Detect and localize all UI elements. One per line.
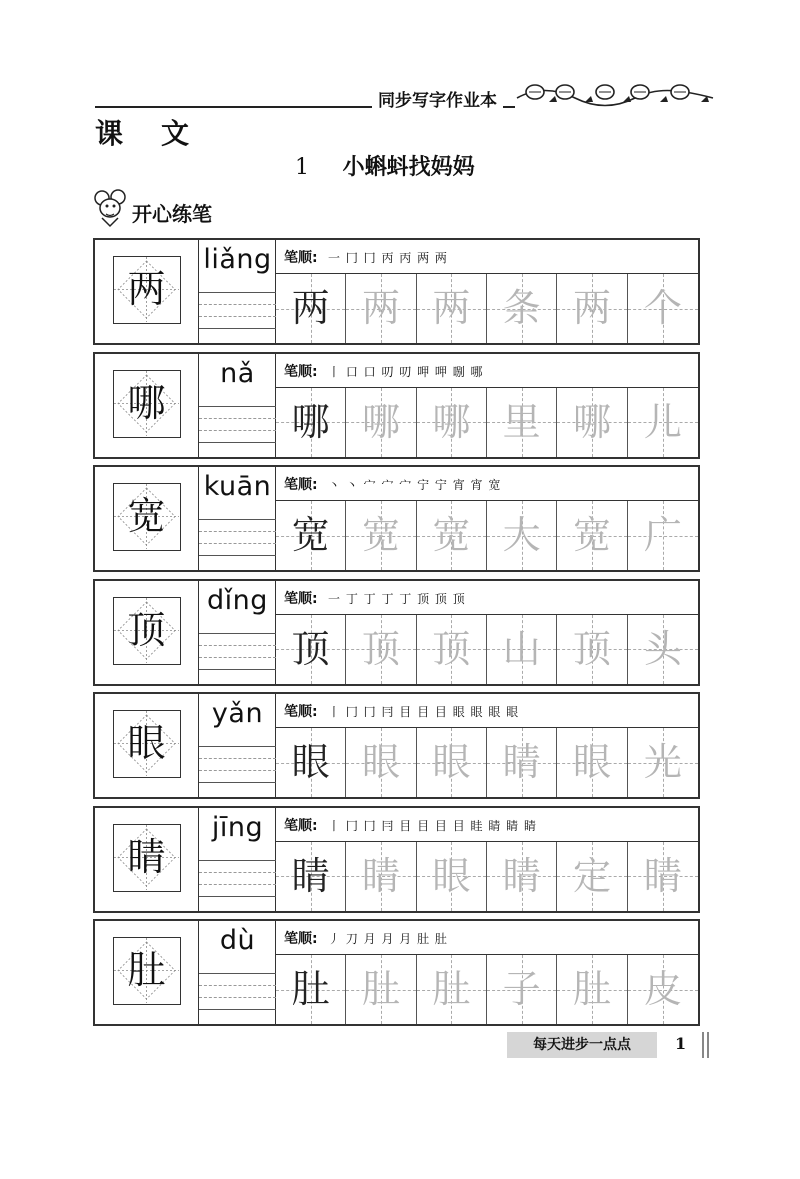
pinyin-column — [199, 808, 276, 911]
practice-row — [93, 352, 700, 459]
practice-cell[interactable] — [276, 728, 346, 797]
practice-cell[interactable] — [487, 388, 557, 457]
model-char: 眼 — [127, 721, 166, 765]
practice-cells — [276, 274, 698, 343]
trace-char: 定 — [572, 853, 611, 898]
practice-cell[interactable] — [487, 955, 557, 1024]
trace-char: 肚 — [432, 967, 471, 1011]
model-char-cell — [95, 694, 199, 797]
pinyin-writing-lines[interactable] — [199, 961, 276, 1024]
practice-cell[interactable] — [276, 615, 346, 684]
pinyin-column — [199, 240, 276, 343]
stroke-order-bar — [276, 694, 698, 728]
lesson-title: 小蝌蚪找妈妈 — [342, 154, 475, 180]
trace-char: 顶 — [432, 626, 471, 671]
pinyin-text: kuān — [203, 471, 272, 502]
stroke-order-label: 笔顺: — [284, 931, 318, 947]
stroke-order-label: 笔顺: — [284, 363, 318, 380]
practice-cell[interactable] — [557, 728, 627, 797]
trace-char: 肚 — [361, 967, 400, 1011]
practice-row — [93, 579, 700, 686]
trace-char: 哪 — [291, 399, 330, 444]
model-char: 哪 — [127, 380, 166, 425]
practice-row — [93, 806, 700, 913]
pinyin-text: dǐng — [207, 584, 268, 616]
pinyin-writing-lines[interactable] — [199, 280, 276, 343]
mouse-mascot-icon — [92, 188, 132, 228]
stroke-sequence: 丨 口 口 叨 叨 呷 呷 哵 哪 — [328, 364, 484, 379]
pinyin-writing-lines[interactable] — [199, 848, 276, 911]
pinyin-writing-lines[interactable] — [199, 507, 276, 570]
model-char: 肚 — [127, 948, 166, 992]
lesson-heading — [295, 150, 475, 181]
practice-cell[interactable] — [628, 842, 698, 911]
pinyin-writing-lines[interactable] — [199, 621, 276, 684]
pinyin-text: dù — [219, 925, 256, 956]
practice-cell[interactable] — [557, 501, 627, 570]
practice-cell[interactable] — [417, 842, 487, 911]
stroke-sequence: 丶 丶 宀 宀 宀 宁 宁 宵 宵 宽 — [328, 478, 502, 492]
model-char-cell — [95, 240, 199, 343]
practice-cell[interactable] — [487, 728, 557, 797]
trace-char: 哪 — [432, 399, 471, 444]
practice-row — [93, 692, 700, 799]
trace-char: 大 — [502, 513, 541, 557]
practice-cell[interactable] — [417, 501, 487, 570]
pinyin-column — [199, 694, 276, 797]
practice-cells — [276, 501, 698, 570]
trace-char: 顶 — [291, 626, 330, 671]
trace-char: 头 — [643, 626, 682, 671]
tianzige-box — [113, 937, 181, 1005]
model-char-cell — [95, 467, 199, 570]
section-title: 课文 — [95, 117, 228, 150]
trace-char: 里 — [502, 399, 541, 444]
trace-char: 睛 — [502, 740, 541, 784]
vine-decoration-icon — [515, 80, 715, 110]
model-char-cell — [95, 581, 199, 684]
practice-cells — [276, 615, 698, 684]
practice-cell[interactable] — [346, 501, 416, 570]
practice-cell[interactable] — [346, 955, 416, 1024]
tianzige-box — [113, 256, 181, 324]
practice-row — [93, 919, 700, 1026]
model-char-cell — [95, 354, 199, 457]
lesson-number: 1 — [295, 155, 309, 180]
trace-char: 睛 — [643, 853, 682, 898]
stroke-sequence: 一 冂 冂 丙 丙 两 两 — [328, 251, 448, 265]
trace-char: 顶 — [361, 626, 400, 671]
practice-row — [93, 238, 700, 345]
practice-cells — [276, 955, 698, 1024]
practice-cell[interactable] — [417, 388, 487, 457]
practice-cell[interactable] — [276, 842, 346, 911]
practice-cell[interactable] — [628, 955, 698, 1024]
trace-char: 两 — [572, 286, 611, 330]
model-char-cell — [95, 808, 199, 911]
trace-char: 哪 — [572, 399, 611, 444]
pinyin-text: yǎn — [211, 698, 264, 729]
practice-cell[interactable] — [557, 274, 627, 343]
stroke-sequence: 丿 刀 月 月 月 肚 肚 — [328, 932, 448, 946]
practice-cells — [276, 728, 698, 797]
trace-char: 皮 — [643, 967, 682, 1011]
practice-rows — [93, 238, 700, 1033]
practice-cell[interactable] — [417, 955, 487, 1024]
model-char: 顶 — [127, 607, 166, 652]
book-title: 同步写字作业本 — [372, 86, 503, 111]
trace-char: 光 — [643, 740, 682, 784]
practice-cell[interactable] — [628, 501, 698, 570]
tianzige-box — [113, 710, 181, 778]
practice-cell[interactable] — [346, 388, 416, 457]
stroke-order-bar — [276, 581, 698, 615]
practice-row — [93, 465, 700, 572]
stroke-sequence: 丨 冂 冂 冃 目 目 目 目 眭 睛 睛 睛 — [328, 818, 537, 833]
trace-char: 肚 — [291, 967, 330, 1011]
practice-cell[interactable] — [276, 501, 346, 570]
stroke-order-bar — [276, 354, 698, 388]
page-number: 1 — [675, 1034, 687, 1053]
practice-cell[interactable] — [487, 842, 557, 911]
model-char-cell — [95, 921, 199, 1024]
trace-char: 眼 — [291, 740, 330, 784]
practice-cell[interactable] — [557, 615, 627, 684]
practice-cell[interactable] — [557, 842, 627, 911]
trace-char: 肚 — [572, 967, 611, 1011]
stroke-order-bar — [276, 921, 698, 955]
model-char: 宽 — [127, 494, 166, 538]
stroke-sequence: 一 丁 丁 丁 丁 顶 顶 顶 — [328, 591, 466, 606]
trace-char: 宽 — [572, 513, 611, 557]
model-char: 两 — [127, 267, 166, 311]
edge-bars-icon — [702, 1032, 712, 1058]
trace-char: 眼 — [361, 740, 400, 784]
practice-cell[interactable] — [628, 728, 698, 797]
tianzige-box — [113, 370, 181, 438]
trace-char: 睛 — [502, 853, 541, 898]
practice-label: 开心练笔 — [132, 202, 212, 226]
tianzige-box — [113, 483, 181, 551]
tianzige-box — [113, 824, 181, 892]
stroke-order-bar — [276, 808, 698, 842]
trace-char: 宽 — [361, 513, 400, 557]
trace-char: 山 — [502, 626, 541, 671]
stroke-order-label: 笔顺: — [284, 704, 318, 720]
stroke-order-label: 笔顺: — [284, 817, 318, 834]
footer-motto: 每天进步一点点 — [507, 1032, 657, 1058]
pinyin-text: jīng — [211, 811, 264, 843]
trace-char: 顶 — [572, 626, 611, 671]
trace-char: 个 — [643, 286, 682, 330]
practice-cell[interactable] — [346, 274, 416, 343]
trace-char: 睛 — [361, 853, 400, 898]
trace-char: 广 — [643, 513, 682, 557]
practice-cell[interactable] — [557, 388, 627, 457]
practice-cell[interactable] — [487, 501, 557, 570]
pinyin-writing-lines[interactable] — [199, 734, 276, 797]
stroke-order-bar — [276, 240, 698, 274]
practice-cell[interactable] — [346, 615, 416, 684]
practice-cell[interactable] — [628, 274, 698, 343]
practice-cells — [276, 388, 698, 457]
trace-char: 子 — [502, 967, 541, 1011]
pinyin-column — [199, 581, 276, 684]
practice-cell[interactable] — [346, 842, 416, 911]
practice-cell[interactable] — [276, 388, 346, 457]
practice-cell[interactable] — [557, 955, 627, 1024]
practice-cell[interactable] — [276, 274, 346, 343]
stroke-order-label: 笔顺: — [284, 590, 318, 607]
pinyin-text: nǎ — [220, 357, 255, 389]
trace-char: 眼 — [432, 853, 471, 898]
practice-cells — [276, 842, 698, 911]
trace-char: 眼 — [572, 740, 611, 784]
trace-char: 两 — [291, 286, 330, 330]
trace-char: 宽 — [291, 513, 330, 557]
stroke-sequence: 丨 冂 冂 冃 目 目 目 眼 眼 眼 眼 — [328, 705, 520, 719]
practice-cell[interactable] — [628, 388, 698, 457]
trace-char: 睛 — [291, 853, 330, 898]
trace-char: 两 — [432, 286, 471, 330]
tianzige-box — [113, 597, 181, 665]
pinyin-text: liǎng — [203, 244, 272, 275]
stroke-order-label: 笔顺: — [284, 250, 318, 266]
stroke-order-label: 笔顺: — [284, 477, 318, 493]
stroke-order-bar — [276, 467, 698, 501]
practice-cell[interactable] — [346, 728, 416, 797]
model-char: 睛 — [127, 834, 166, 879]
practice-cell[interactable] — [417, 274, 487, 343]
trace-char: 眼 — [432, 740, 471, 784]
pinyin-column — [199, 467, 276, 570]
practice-cell[interactable] — [276, 955, 346, 1024]
practice-cell[interactable] — [417, 728, 487, 797]
practice-cell[interactable] — [487, 615, 557, 684]
trace-char: 宽 — [432, 513, 471, 557]
practice-cell[interactable] — [487, 274, 557, 343]
pinyin-writing-lines[interactable] — [199, 394, 276, 457]
trace-char: 条 — [502, 286, 541, 330]
trace-char: 儿 — [643, 399, 682, 444]
practice-cell[interactable] — [417, 615, 487, 684]
pinyin-column — [199, 354, 276, 457]
practice-cell[interactable] — [628, 615, 698, 684]
trace-char: 两 — [361, 286, 400, 330]
pinyin-column — [199, 921, 276, 1024]
trace-char: 哪 — [361, 399, 400, 444]
